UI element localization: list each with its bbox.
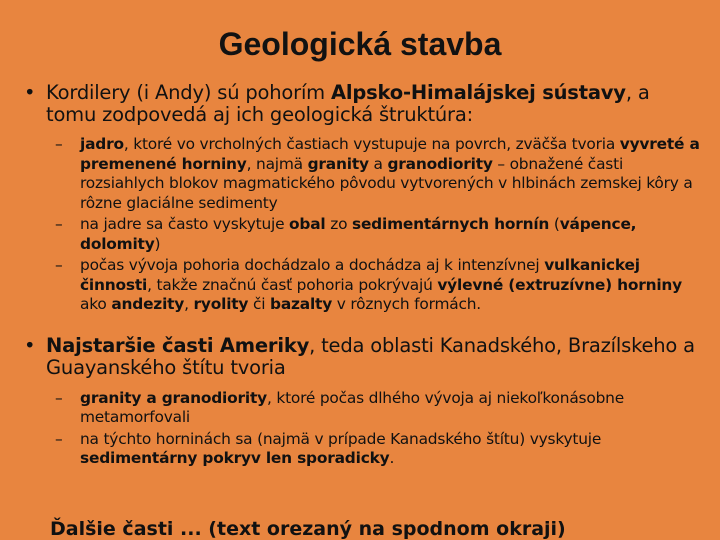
subbullet-jadro	[22, 135, 702, 213]
subbullet-obal	[22, 215, 702, 254]
bullet-najstarsie	[22, 335, 702, 379]
subbullet-text: , ktoré vo vrcholných častiach vystupuje na povrch, zväčša tvoria	[123, 135, 620, 153]
subbullet-text: ,	[184, 295, 194, 313]
subbullet-text-bold: ryolity	[193, 295, 249, 313]
subbullet-text: .	[389, 449, 395, 467]
bullet-marker: •	[24, 333, 36, 357]
subbullet-text-bold: granity	[307, 154, 369, 173]
dash-marker: –	[55, 215, 63, 233]
cutoff-line	[50, 518, 710, 540]
subbullet-text-bold: granodiority	[387, 154, 493, 173]
subbullet-vulkanizmus	[22, 256, 702, 315]
subbullet-text: na týchto horninách sa (najmä v prípade Kanadského štítu) vyskytuje	[80, 429, 602, 448]
subbullet-text: či	[248, 295, 271, 313]
subbullet-granity	[22, 389, 702, 428]
dash-marker: –	[55, 429, 63, 448]
subbullet-text-bold: sedimentárny pokryv len sporadicky	[80, 449, 390, 467]
dash-marker: –	[55, 135, 63, 153]
slide-content	[22, 82, 702, 469]
subbullet-pokryv	[22, 430, 702, 469]
subbullet-text-bold: bazalty	[270, 295, 333, 313]
bullet-text: , a tomu zodpovedá aj ich geologická štruktúra:	[46, 81, 650, 126]
bullet-text: , teda oblasti Kanadského, Brazílskeho a Guayanského štítu tvoria	[46, 333, 695, 379]
dash-marker: –	[55, 388, 63, 407]
bullet-kordilery	[22, 82, 702, 126]
subbullet-text: zo	[325, 215, 352, 233]
bullet-marker: •	[24, 81, 36, 104]
subbullet-text-bold: jadro	[80, 135, 124, 153]
bullet-text-bold: Alpsko-Himalájskej sústavy	[330, 81, 626, 104]
subbullet-text: , ktoré počas dlhého vývoja aj niekoľkonásobne metamorfovali	[80, 388, 624, 426]
subbullet-text: počas vývoja pohoria dochádzalo a dochádza aj k intenzívnej	[80, 256, 545, 274]
subbullet-text-bold: obal	[289, 215, 326, 233]
subbullet-text: a	[368, 154, 388, 173]
subbullet-text-bold: výlevné (extruzívne) horniny	[437, 275, 683, 294]
subbullet-text: na jadre sa často vyskytuje	[80, 215, 290, 233]
subbullet-text: , najmä	[246, 154, 308, 173]
subbullet-text: )	[154, 234, 161, 253]
subbullet-text-bold: vyvreté a premenené horniny	[80, 135, 700, 173]
subbullet-text: – obnažené časti rozsiahlych blokov magmatického pôvodu vytvorených v hlbinách zemskej kôry a rôzne glaciálne sedimenty	[80, 154, 693, 212]
cutoff-text: Ďalšie časti ... (text orezaný na spodnom okraji)	[50, 518, 566, 540]
subbullet-text: (	[549, 215, 560, 233]
bullet-text: Kordilery (i Andy) sú pohorím	[46, 81, 331, 104]
slide-title: Geologická stavba	[218, 26, 502, 62]
subbullet-text: , takže značnú časť pohoria pokrývajú	[147, 275, 438, 294]
bullet-text-bold: Najstaršie časti Ameriky	[46, 333, 310, 357]
subbullet-text-bold: andezity	[111, 295, 185, 313]
subbullet-text-bold: vápence, dolomity	[80, 215, 637, 253]
subbullet-text-bold: sedimentárnych hornín	[351, 215, 550, 233]
dash-marker: –	[55, 256, 63, 274]
subbullet-text-bold: vulkanickej činnosti	[80, 256, 640, 294]
subbullet-text: ako	[80, 295, 112, 313]
subbullet-text-bold: granity a granodiority	[80, 388, 267, 407]
subbullet-text: v rôznych formách.	[332, 295, 482, 313]
